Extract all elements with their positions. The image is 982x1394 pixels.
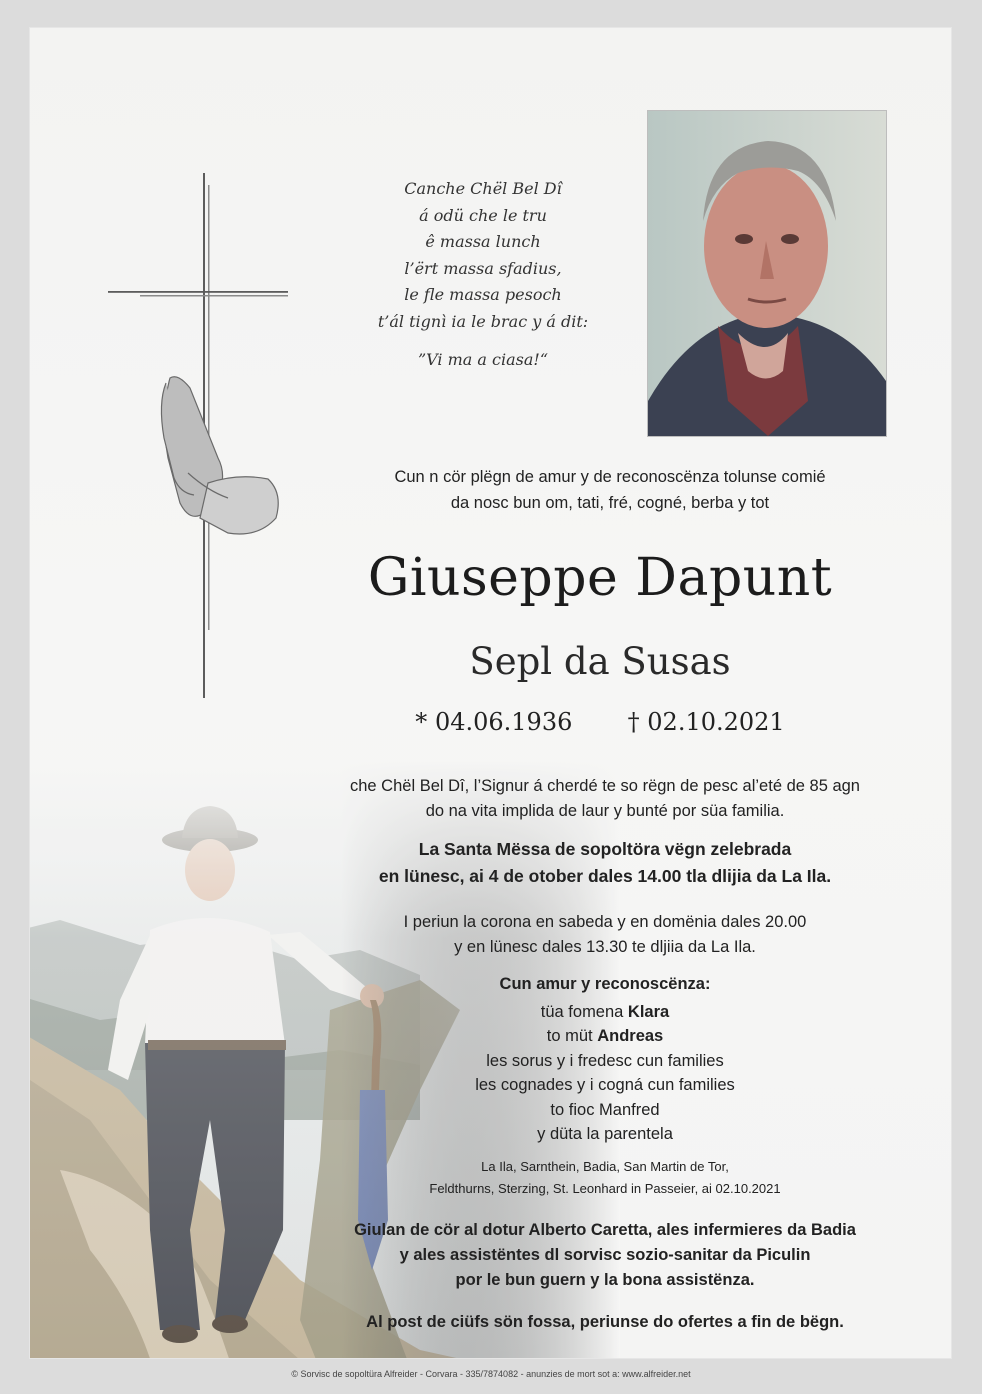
mourner-name: Klara (627, 1003, 670, 1021)
poem-line: le fle massa pesoch (404, 285, 562, 304)
cross-icon (108, 173, 288, 698)
flowers-note: Al post de ciüfs sön fossa, periunse do ofertes a fin de bëgn. (366, 1313, 844, 1331)
mourner-wife (290, 1000, 920, 1024)
poem-quote: ”Vi ma a ciasa!“ (417, 350, 549, 369)
intro-text (330, 464, 890, 516)
life-dates (300, 708, 900, 736)
mass-line: La Santa Mëssa de sopoltöra vëgn zelebrada (418, 839, 792, 859)
announcement-line: do na vita implida de laur y bunté por süa familia. (425, 802, 785, 820)
thanks (290, 1218, 920, 1293)
mourner-relation: tüa fomena (540, 1003, 628, 1021)
birth-date: 04.06.1936 (434, 708, 573, 736)
announcement-line: che Chël Bel Dî, l’Signur á cherdé te so rëgn de pesc al’eté de 85 agn (350, 777, 860, 795)
funeral-mass (290, 836, 920, 890)
intro-line: da nosc bun om, tati, fré, cogné, berba y tot (450, 494, 770, 512)
thanks-line: y ales assistëntes dl sorvisc sozio-sanitar da Piculin (399, 1246, 811, 1264)
portrait-photo (647, 110, 887, 437)
places-line: Feldthurns, Sterzing, St. Leonhard in Passeier, ai 02.10.2021 (429, 1181, 781, 1196)
mourner-line: y düta la parentela (537, 1125, 673, 1144)
death-date: 02.10.2021 (647, 708, 785, 736)
deceased-name: Giuseppe Dapunt (367, 548, 833, 608)
death-symbol: † (627, 708, 640, 736)
announcement (290, 774, 920, 824)
mourners-heading: Cun amur y reconoscënza: (499, 975, 711, 993)
poem-line: l’ërt massa sfadius, (404, 258, 562, 278)
mourner-son (290, 1024, 920, 1048)
thanks-line: Giulan de cör al dotur Alberto Caretta, ales infermieres da Badia (354, 1221, 856, 1239)
poem (318, 176, 648, 374)
rosary-line: y en lünesc dales 13.30 te dljiia da La Ila. (454, 938, 756, 956)
rosary-line: I periun la corona en sabeda y en domënia dales 20.00 (403, 913, 807, 931)
intro-line: Cun n cör plëgn de amur y de reconoscënza tolunse comié (394, 468, 826, 486)
mourner-line: to fioc Manfred (550, 1100, 660, 1119)
poem-line: t’ál tignì ia le brac y á dit: (377, 311, 589, 331)
mourner-line: les sorus y i fredesc cun families (486, 1051, 724, 1070)
mourner-line: les cognades y i cogná cun families (475, 1076, 735, 1095)
poem-line: á odü che le tru (419, 205, 547, 225)
birth-symbol: * (415, 708, 428, 736)
praying-hands-icon (161, 377, 278, 534)
footer-credit: © Sorvisc de sopoltüra Alfreider - Corvara - 335/7874082 - anunzies de mort sot a: www.alfreider.net (291, 1369, 691, 1379)
rosary-info (290, 910, 920, 960)
deceased-nickname: Sepl da Susas (469, 640, 731, 683)
mourners-list (290, 1000, 920, 1146)
poem-line: ê massa lunch (425, 232, 541, 251)
mourner-relation: to müt (546, 1027, 598, 1046)
places-line: La Ila, Sarnthein, Badia, San Martin de Tor, (481, 1159, 729, 1174)
mourner-name: Andreas (597, 1027, 664, 1046)
poem-line: Canche Chël Bel Dî (404, 179, 562, 198)
thanks-line: por le bun guern y la bona assistënza. (455, 1271, 755, 1289)
mass-line: en lünesc, ai 4 de otober dales 14.00 tla dlijia da La Ila. (378, 866, 832, 886)
places-date (290, 1156, 920, 1200)
